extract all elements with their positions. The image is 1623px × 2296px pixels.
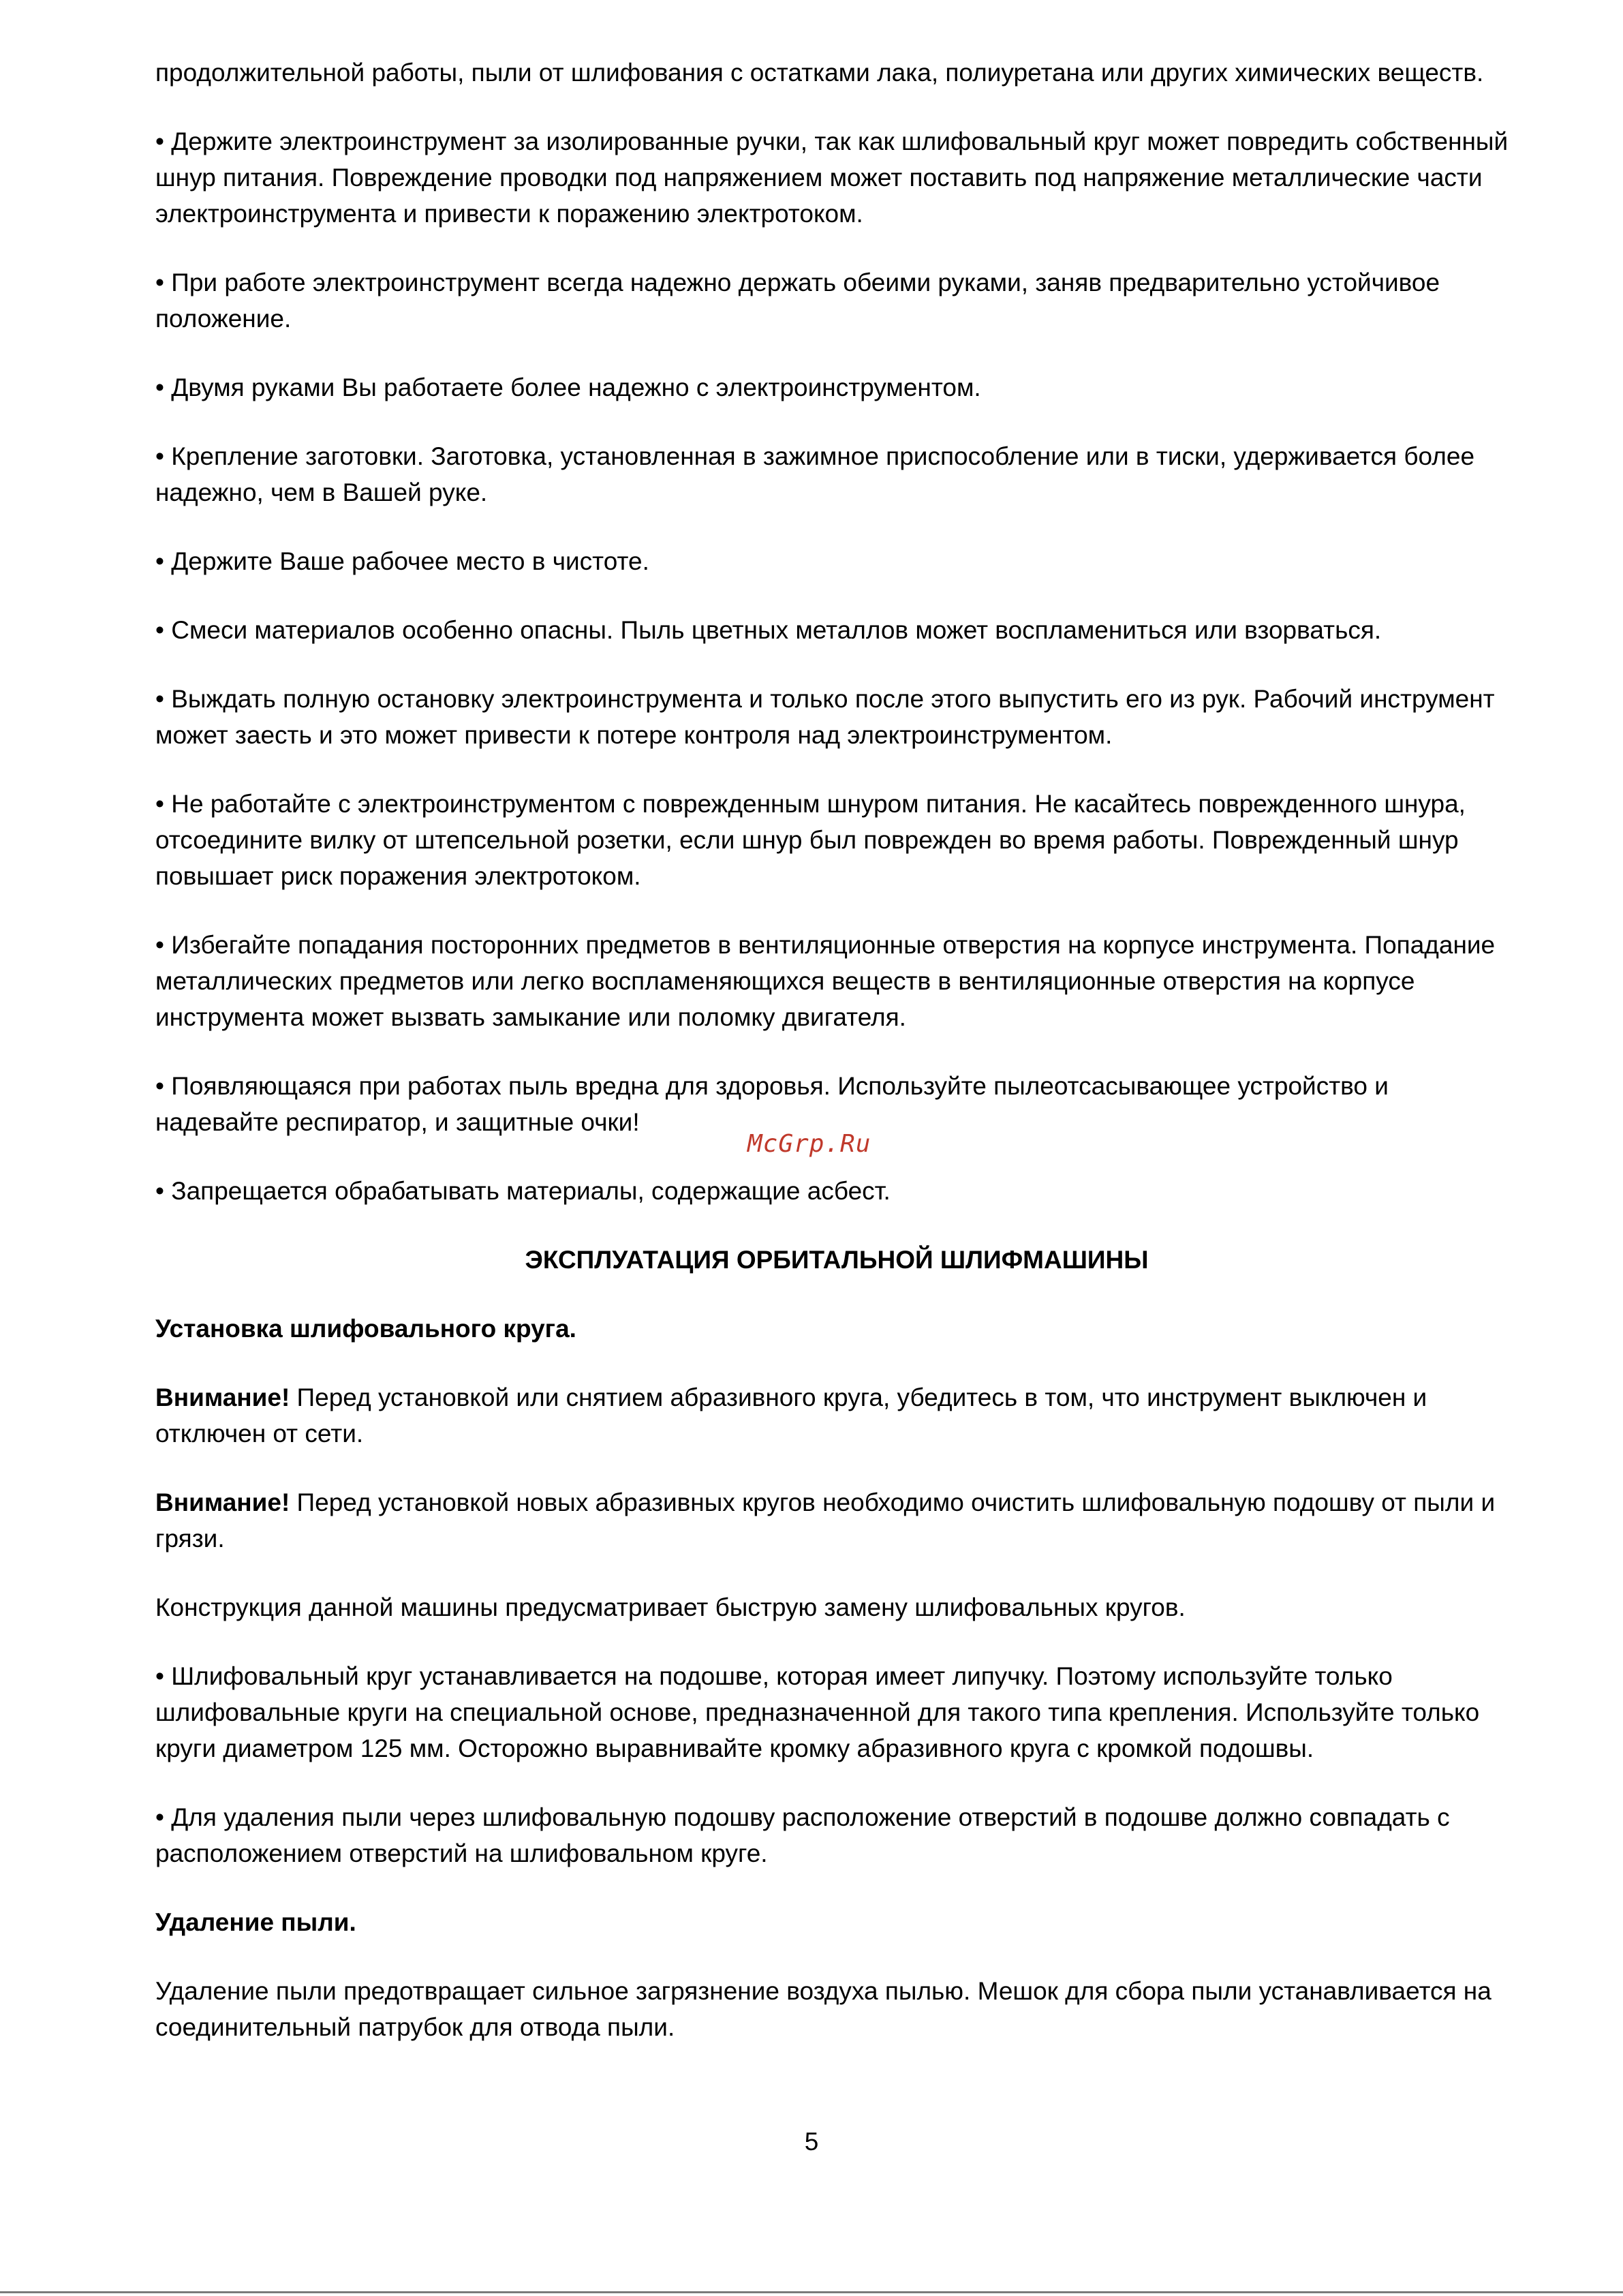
bullet-dust-hazard: • Появляющаяся при работах пыль вредна для здоровья. Используйте пылеотсасывающее устройство и надевайте респиратор, и защитные очки! [155, 1072, 1389, 1136]
bullet-velcro-pad: • Шлифовальный круг устанавливается на подошве, которая имеет липучку. Поэтому используйте только шлифовальные круги на специальной основе, предназначенной для такого типа крепления. Используйте только круги диаметром 125 мм. Осторожно выравнивайте кромку абразивного круга с кромкой подошвы. [155, 1662, 1480, 1762]
bullet-material-mixtures: • Смеси материалов особенно опасны. Пыль цветных металлов может воспламениться или взорваться. [155, 616, 1382, 644]
warning-clean-pad [155, 1484, 1518, 1557]
subsection-title-dust: Удаление пыли. [155, 1908, 356, 1936]
document-body [155, 55, 1518, 2078]
warning-label: Внимание! [155, 1383, 290, 1411]
page-bottom-divider [0, 2291, 1623, 2293]
bullet-workpiece-clamp: • Крепление заготовки. Заготовка, установленная в зажимное приспособление или в тиски, удерживается более надежно, чем в Вашей руке. [155, 442, 1475, 506]
bullet-full-stop: • Выждать полную остановку электроинструмента и только после этого выпустить его из рук. Рабочий инструмент может заесть и это может привести к потере контроля над электроинструментом. [155, 685, 1495, 749]
section-title: ЭКСПЛУАТАЦИЯ ОРБИТАЛЬНОЙ ШЛИФМАШИНЫ [525, 1246, 1149, 1274]
warning-label: Внимание! [155, 1488, 290, 1516]
paragraph-quick-change: Конструкция данной машины предусматривает быструю замену шлифовальных кругов. [155, 1593, 1186, 1621]
subsection-title-install: Установка шлифовального круга. [155, 1315, 576, 1343]
warning-text: Перед установкой или снятием абразивного круга, убедитесь в том, что инструмент выключен и отключен от сети. [155, 1383, 1427, 1448]
bullet-asbestos: • Запрещается обрабатывать материалы, содержащие асбест. [155, 1177, 891, 1205]
paragraph-continuation: продолжительной работы, пыли от шлифования с остатками лака, полиуретана или других химических веществ. [155, 59, 1484, 87]
bullet-both-hands: • При работе электроинструмент всегда надежно держать обеими руками, заняв предварительно устойчивое положение. [155, 269, 1440, 333]
warning-text: Перед установкой новых абразивных кругов необходимо очистить шлифовальную подошву от пыли и грязи. [155, 1488, 1496, 1552]
bullet-clean-workplace: • Держите Ваше рабочее место в чистоте. [155, 547, 649, 575]
page-number: 5 [804, 2128, 819, 2156]
bullet-damaged-cord: • Не работайте с электроинструментом с поврежденным шнуром питания. Не касайтесь поврежденного шнура, отсоедините вилку от штепсельной розетки, если шнур был поврежден во время работы. Поврежденный шнур повышает риск поражения электротоком. [155, 790, 1466, 890]
bullet-ventilation-openings: • Избегайте попадания посторонних предметов в вентиляционные отверстия на корпусе инструмента. Попадание металлических предметов или легко воспламеняющихся веществ в вентиляционные отверстия на корпусе инструмента может вызвать замыкание или поломку двигателя. [155, 931, 1496, 1031]
bullet-hole-alignment: • Для удаления пыли через шлифовальную подошву расположение отверстий в подошве должно совпадать с расположением отверстий на шлифовальном круге. [155, 1803, 1450, 1867]
bullet-two-hands-safer: • Двумя руками Вы работаете более надежно с электроинструментом. [155, 373, 981, 401]
paragraph-dust-removal: Удаление пыли предотвращает сильное загрязнение воздуха пылью. Мешок для сбора пыли устанавливается на соединительный патрубок для отвода пыли. [155, 1977, 1491, 2041]
watermark-text: McGrp.Ru [747, 1130, 871, 1158]
bullet-insulated-grips: • Держите электроинструмент за изолированные ручки, так как шлифовальный круг может повредить собственный шнур питания. Повреждение проводки под напряжением может поставить под напряжение металлические части электроинструмента и привести к поражению электротоком. [155, 127, 1509, 228]
warning-power-off [155, 1379, 1518, 1452]
